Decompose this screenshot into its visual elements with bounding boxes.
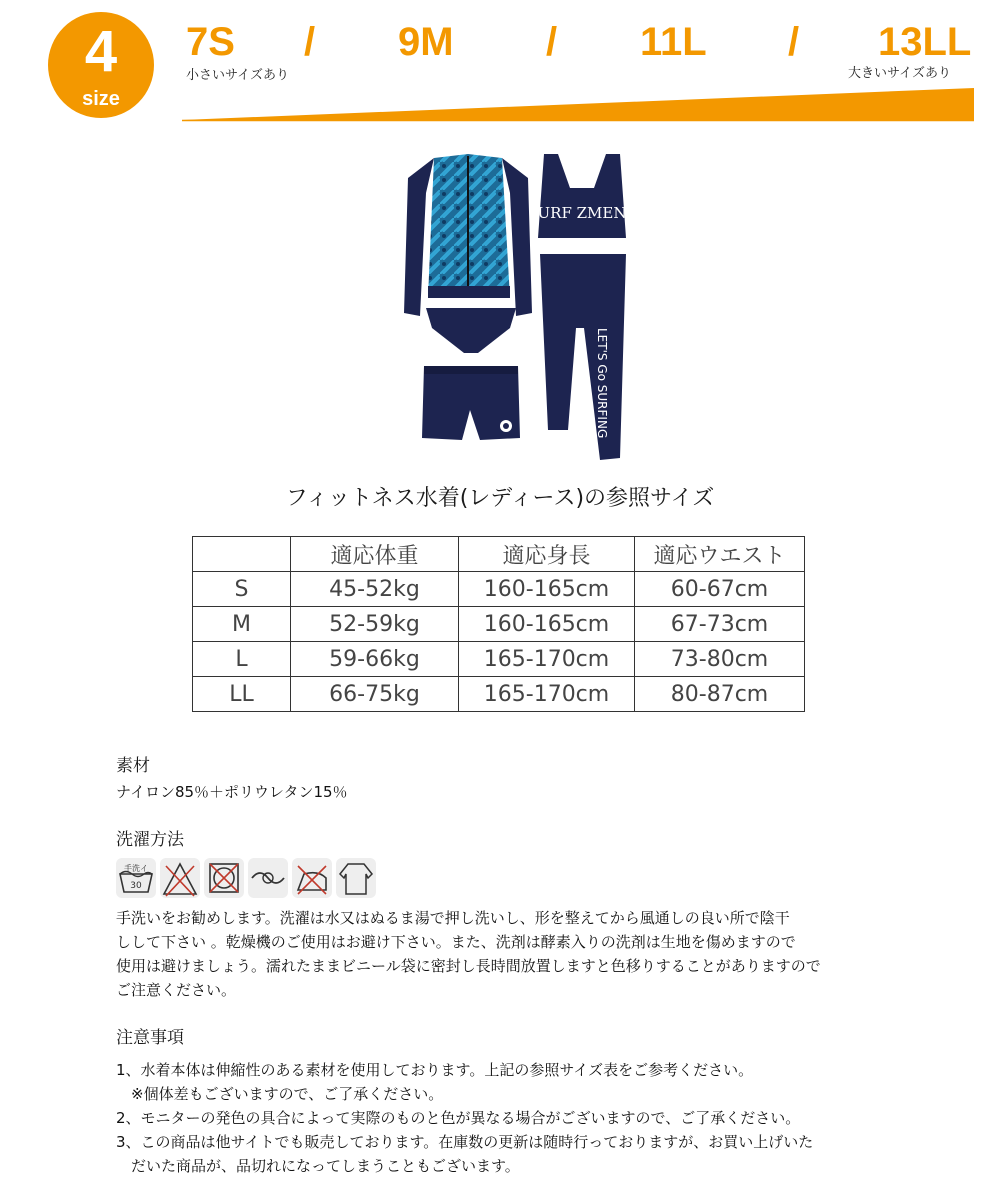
header-cell: 適応身長 (459, 537, 635, 572)
height-cell: 165-170cm (459, 642, 635, 677)
material-title: 素材 (116, 756, 150, 776)
large-size-note: 大きいサイズあり (848, 66, 951, 81)
size-separator: / (546, 20, 558, 64)
size-cell: M (193, 607, 291, 642)
washing-line: 手洗いをお勧めします。洗濯は水又はぬるま湯で押し洗いし、形を整えてから風通しの良い所で陰干 (116, 909, 790, 927)
size-cell: S (193, 572, 291, 607)
size-11l: 11L (640, 20, 707, 64)
notice-line: 2、モニターの発色の具合によって実際のものと色が異なる場合がございますので、ご了承ください。 (116, 1109, 801, 1127)
size-9m: 9M (398, 20, 454, 64)
badge-label: size (82, 88, 120, 110)
waist-cell: 60-67cm (635, 572, 805, 607)
size-chart-table (192, 536, 805, 712)
size-cell: LL (193, 677, 291, 712)
size-13ll: 13LL (878, 20, 972, 64)
top-print: URF ZMEN (537, 204, 627, 222)
no-iron-icon (292, 858, 332, 898)
washing-title: 洗濯方法 (116, 830, 184, 850)
header-cell (193, 537, 291, 572)
table-header-row (193, 537, 805, 572)
size-cell: L (193, 642, 291, 677)
wring-gently-icon (248, 858, 288, 898)
height-cell: 160-165cm (459, 607, 635, 642)
notice-line: だいた商品が、品切れになってしまうこともございます。 (116, 1157, 520, 1175)
small-size-note: 小さいサイズあり (186, 68, 289, 83)
table-row (193, 642, 805, 677)
no-tumble-dry-icon (204, 858, 244, 898)
no-bleach-icon (160, 858, 200, 898)
weight-cell: 66-75kg (291, 677, 459, 712)
header-cell: 適応ウエスト (635, 537, 805, 572)
size-separator: / (788, 20, 800, 64)
weight-cell: 52-59kg (291, 607, 459, 642)
waist-cell: 73-80cm (635, 642, 805, 677)
weight-cell: 59-66kg (291, 642, 459, 677)
table-row (193, 677, 805, 712)
notice-line: 1、水着本体は伸縮性のある素材を使用しております。上記の参照サイズ表をご参考ください。 (116, 1061, 754, 1079)
waist-cell: 80-87cm (635, 677, 805, 712)
washing-line: しして下さい 。乾燥機のご使用はお避け下さい。また、洗剤は酵素入りの洗剤は生地を傷めますので (116, 933, 796, 951)
header-cell: 適応体重 (291, 537, 459, 572)
size-badge (48, 12, 154, 118)
table-row (193, 607, 805, 642)
hand-wash-30-icon (116, 858, 156, 898)
notice-line: 3、この商品は他サイトでも販売しております。在庫数の更新は随時行っておりますが、お買い上げいた (116, 1133, 814, 1151)
svg-text:30: 30 (130, 881, 142, 891)
weight-cell: 45-52kg (291, 572, 459, 607)
leggings (540, 254, 626, 460)
waist-cell: 67-73cm (635, 607, 805, 642)
washing-line: 使用は避けましょう。濡れたままビニール袋に密封し長時間放置しますと色移りすることがありますので (116, 957, 821, 975)
height-cell: 160-165cm (459, 572, 635, 607)
product-image (398, 148, 638, 468)
header-underline (182, 86, 974, 122)
svg-text:手洗イ: 手洗イ (124, 864, 148, 873)
sports-top (538, 154, 627, 238)
care-icons (114, 856, 384, 900)
notice-title: 注意事項 (116, 1028, 184, 1048)
leggings-print: LET'S Go SURFING (595, 328, 609, 439)
size-chart-title: フィットネス水着(レディース)の参照サイズ (285, 486, 715, 511)
size-7s: 7S (186, 20, 235, 64)
table-row (193, 572, 805, 607)
size-separator: / (304, 20, 316, 64)
swim-shorts (422, 366, 520, 440)
badge-number: 4 (84, 19, 118, 84)
rash-guard (404, 154, 532, 316)
material-text: ナイロン85％＋ポリウレタン15％ (116, 783, 348, 801)
notice-line: ※個体差もございますので、ご了承ください。 (116, 1085, 444, 1103)
height-cell: 165-170cm (459, 677, 635, 712)
washing-line: ご注意ください。 (116, 981, 237, 999)
bikini-bottom (426, 308, 516, 353)
line-dry-shade-icon (336, 858, 376, 898)
